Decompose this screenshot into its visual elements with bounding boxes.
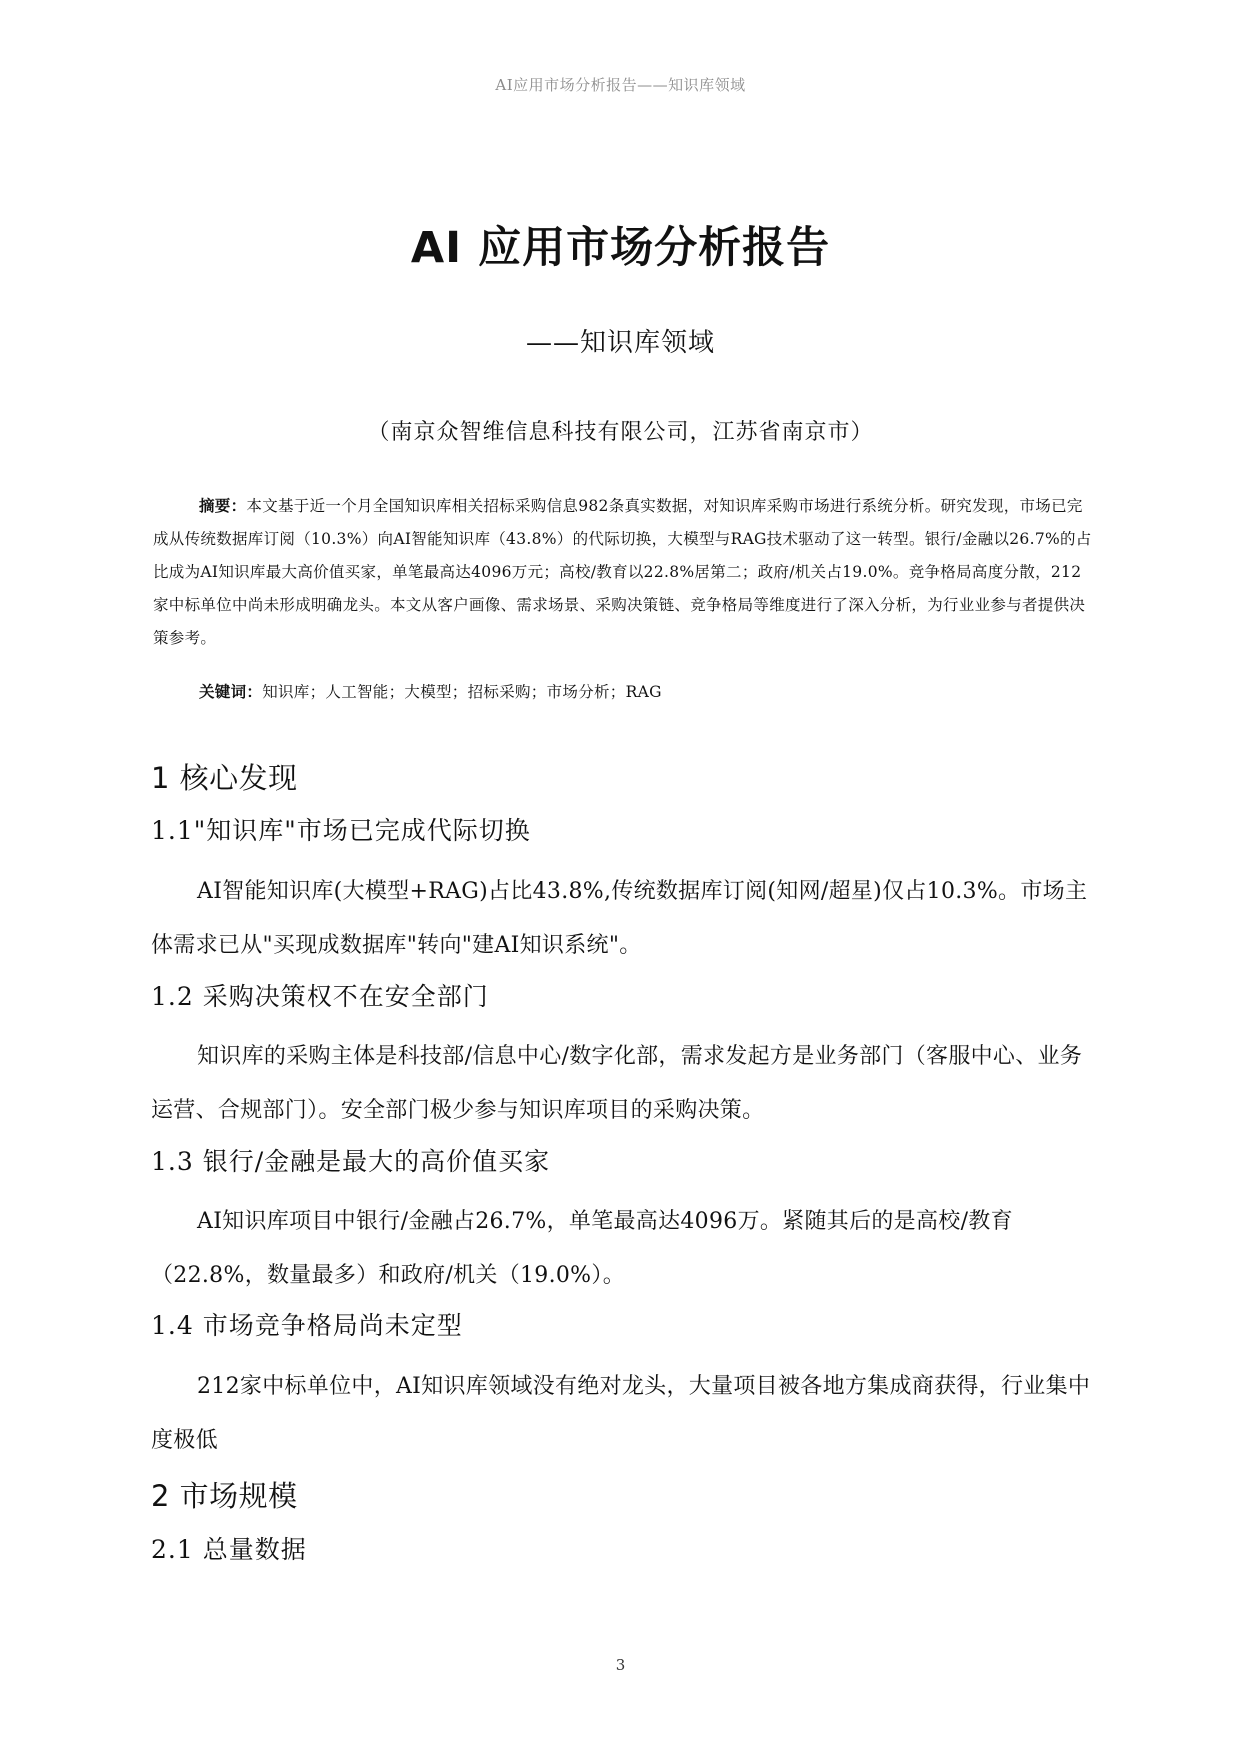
section-heading-1: 1 核心发现 — [151, 761, 298, 795]
keywords — [199, 680, 1093, 702]
abstract-label: 摘要： — [199, 497, 247, 515]
subsection-heading-1-4: 1.4 市场竞争格局尚未定型 — [151, 1311, 463, 1340]
paragraph-1-4: 212家中标单位中，AI知识库领域没有绝对龙头，大量项目被各地方集成商获得，行业集中度极低 — [151, 1374, 1091, 1453]
page-number: 3 — [615, 1656, 626, 1674]
paragraph-1-3: AI知识库项目中银行/金融占26.7%，单笔最高达4096万。紧随其后的是高校/教育（22.8%，数量最多）和政府/机关（19.0%）。 — [151, 1209, 1013, 1288]
abstract-text: 本文基于近一个月全国知识库相关招标采购信息982条真实数据，对知识库采购市场进行系统分析。研究发现，市场已完成从传统数据库订阅（10.3%）向AI智能知识库（43.8%）的代际切换，大模型与RAG技术驱动了这一转型。银行/金融以26.7%的占比成为AI知识库最大高价值买家，单笔最高达4096万元；高校/教育以22.8%居第二；政府/机关占19.0%。竞争格局高度分散，212家中标单位中尚未形成明确龙头。本文从客户画像、需求场景、采购决策链、竞争格局等维度进行了深入分析，为行业业参与者提供决策参考。 — [153, 497, 1092, 647]
document-title: AI 应用市场分析报告 — [410, 223, 831, 273]
abstract — [153, 490, 1093, 655]
subsection-heading-2-1: 2.1 总量数据 — [151, 1535, 307, 1564]
paragraph-1-2: 知识库的采购主体是科技部/信息中心/数字化部，需求发起方是业务部门（客服中心、业务运营、合规部门）。安全部门极少参与知识库项目的采购决策。 — [151, 1044, 1083, 1123]
subsection-heading-1-2: 1.2 采购决策权不在安全部门 — [151, 982, 489, 1011]
author-affiliation: （南京众智维信息科技有限公司，江苏省南京市） — [367, 420, 874, 445]
keywords-label: 关键词： — [199, 683, 263, 701]
document-subtitle: ——知识库领域 — [525, 328, 715, 358]
subsection-heading-1-3: 1.3 银行/金融是最大的高价值买家 — [151, 1147, 551, 1176]
subsection-heading-1-1: 1.1"知识库"市场已完成代际切换 — [151, 816, 531, 845]
section-heading-2: 2 市场规模 — [151, 1479, 298, 1513]
keywords-text: 知识库；人工智能；大模型；招标采购；市场分析；RAG — [262, 683, 662, 701]
running-header: AI应用市场分析报告——知识库领域 — [495, 76, 746, 94]
paragraph-1-1: AI智能知识库(大模型+RAG)占比43.8%,传统数据库订阅(知网/超星)仅占10.3%。市场主体需求已从"买现成数据库"转向"建AI知识系统"。 — [151, 879, 1088, 958]
